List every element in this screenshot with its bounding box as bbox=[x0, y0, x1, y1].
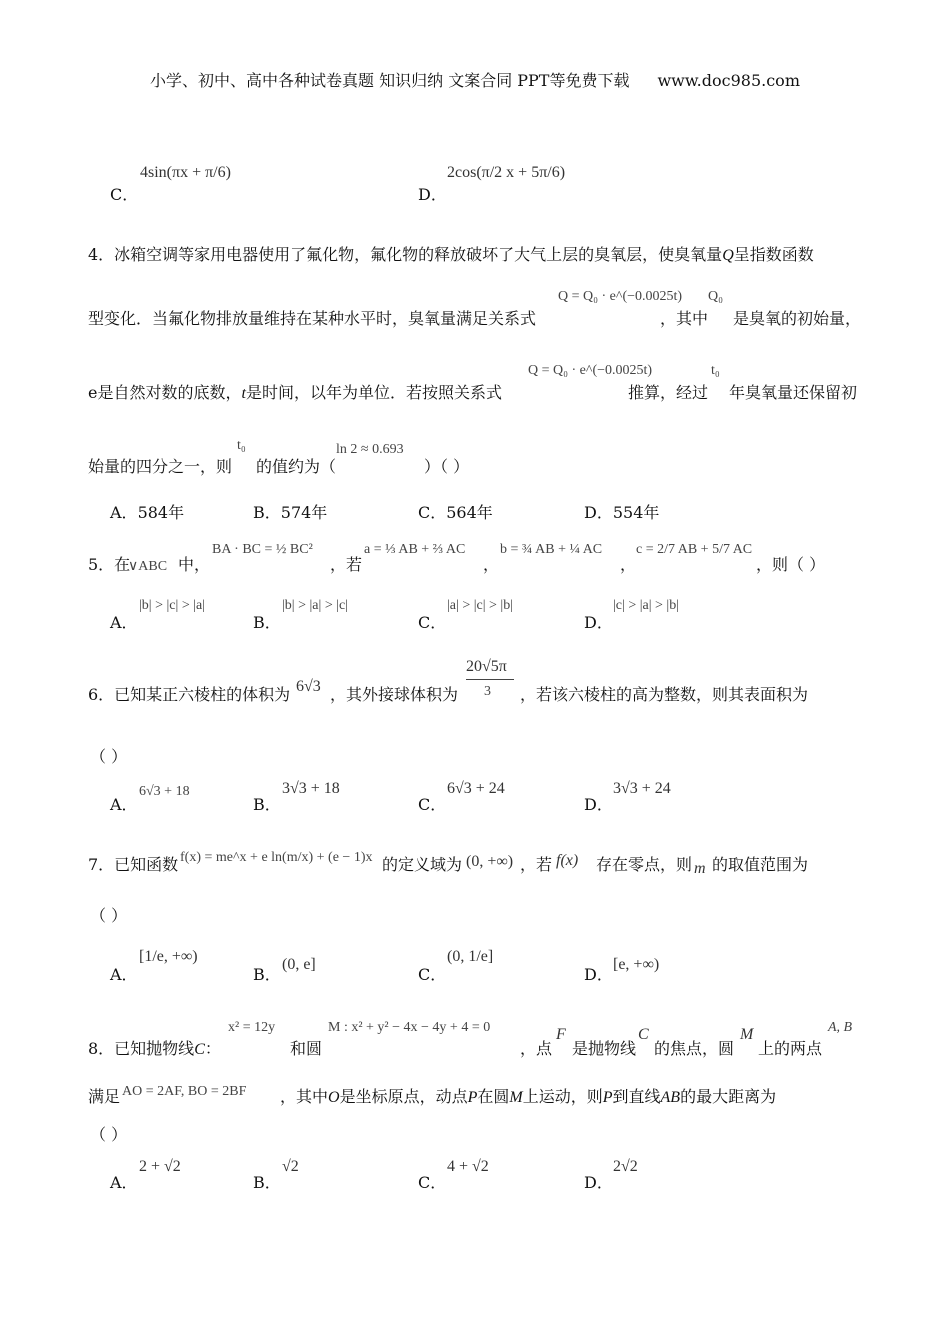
q7-option-a-text: [1/e, +∞) bbox=[139, 948, 198, 965]
q8-AB2: AB bbox=[660, 1089, 681, 1106]
q5-option-a-text: |b| > |c| > |a| bbox=[139, 598, 206, 613]
q4-line2-b bbox=[660, 306, 708, 329]
q5-vector-a: a = ⅓ AB + ⅔ AC bbox=[364, 542, 466, 557]
q7-function: f(x) = me^x + e ln(m/x) + (e − 1)x bbox=[180, 850, 373, 865]
q4-line4-c: ）（ ） bbox=[424, 457, 470, 476]
q6-option-a-label: A． bbox=[110, 795, 138, 814]
q6-option-a-text: 6√3 + 18 bbox=[139, 784, 190, 799]
q8-F: F bbox=[556, 1026, 566, 1043]
q5-option-c-text: |a| > |c| > |b| bbox=[447, 598, 514, 613]
q8-option-d-label: D． bbox=[584, 1173, 613, 1192]
q5-option-b-label: B． bbox=[253, 613, 281, 632]
q8-text-2b: ，其中 bbox=[280, 1087, 329, 1106]
q4-line3 bbox=[88, 380, 502, 403]
q4-formula-1: Q = Q₀ · e^(−0.0025t) bbox=[558, 289, 683, 304]
q4-line4-a: 始量的四分之一，则 bbox=[88, 457, 233, 476]
q6-text-c: ，若该六棱柱的高为整数，则其表面积为 bbox=[520, 685, 809, 704]
page-header bbox=[0, 68, 950, 91]
q8-option-c-text: 4 + √2 bbox=[447, 1158, 489, 1175]
q6-option-c-text: 6√3 + 24 bbox=[447, 780, 505, 797]
option-text: 564年 bbox=[446, 503, 493, 522]
q7-text-b: 的定义域为 bbox=[382, 855, 463, 874]
q6-option-c-label: C． bbox=[418, 795, 447, 814]
q7-option-b-text: (0, e] bbox=[282, 956, 316, 973]
q4-var-t: t bbox=[241, 385, 246, 402]
q8-M: M bbox=[740, 1026, 754, 1043]
q5-option-d-label: D． bbox=[584, 613, 613, 632]
q8-parabola: x² = 12y bbox=[228, 1020, 276, 1035]
option-label: D． bbox=[584, 503, 613, 522]
q8-option-b-text: √2 bbox=[282, 1158, 299, 1175]
q5-option-c-label: C． bbox=[418, 613, 447, 632]
q8-text-d: 是抛物线 bbox=[572, 1039, 637, 1058]
q4-line4-b: 的值约为（ bbox=[256, 457, 337, 476]
q6-fraction-bar bbox=[466, 679, 514, 680]
q7-m: m bbox=[694, 860, 706, 877]
q8-O: O bbox=[328, 1089, 340, 1106]
q8-text-c: ，点 bbox=[520, 1039, 553, 1058]
option-label: A． bbox=[110, 503, 138, 522]
q8-text-2f: 到直线 bbox=[612, 1087, 661, 1106]
q7-text-d: 存在零点，则 bbox=[596, 855, 693, 874]
q8-text-2e: 上运动，则 bbox=[522, 1087, 603, 1106]
q6-text-a: 6．已知某正六棱柱的体积为 bbox=[88, 685, 291, 704]
q5-formula-main: BA · BC = ½ BC² bbox=[212, 542, 313, 557]
q4-option-a bbox=[110, 500, 184, 523]
q5-prefix: 5．在 bbox=[88, 555, 131, 574]
q7-option-c-text: (0, 1/e] bbox=[447, 948, 494, 965]
q5-option-b-text: |b| > |a| > |c| bbox=[282, 598, 349, 613]
option-text: 574年 bbox=[280, 503, 328, 522]
q8-option-a-text: 2 + √2 bbox=[139, 1158, 181, 1175]
q8-condition: AO = 2AF, BO = 2BF bbox=[122, 1084, 247, 1099]
option-label: C． bbox=[418, 503, 447, 522]
q7-text-a: 7．已知函数 bbox=[88, 855, 179, 874]
q5-comma-1: ， bbox=[483, 555, 500, 574]
q8-text-b: 和圆 bbox=[290, 1039, 323, 1058]
q8-var-c: C bbox=[194, 1041, 205, 1058]
q7-paren: （ ） bbox=[90, 906, 128, 925]
q4-t0: t₀ bbox=[711, 363, 720, 378]
q5-if: ，若 bbox=[330, 555, 363, 574]
q5-vector-b: b = ¾ AB + ¼ AC bbox=[500, 542, 603, 557]
q8-text-a: 8．已知抛物线 bbox=[88, 1039, 195, 1058]
q7-option-a-label: A． bbox=[110, 965, 138, 984]
q4-text-1-end: 呈指数函数 bbox=[733, 245, 814, 264]
q4-option-c bbox=[418, 500, 493, 523]
q4-text-2a: 型变化．当氟化物排放量维持在某种水平时，臭氧量满足关系式 bbox=[88, 309, 537, 328]
q3-option-c-label: C． bbox=[110, 185, 139, 204]
q7-fx: f(x) bbox=[556, 852, 579, 869]
q4-formula-2: Q = Q₀ · e^(−0.0025t) bbox=[528, 363, 653, 378]
q8-paren: （ ） bbox=[90, 1125, 128, 1144]
q6-volume: 6√3 bbox=[296, 678, 321, 695]
q8-line2-a: 满足 bbox=[88, 1087, 121, 1106]
q4-text-3d: 年臭氧量还保留初 bbox=[729, 383, 858, 402]
q8-colon: ： bbox=[204, 1039, 221, 1058]
q4-line1 bbox=[88, 242, 814, 265]
q4-text-3a: e是自然对数的底数， bbox=[88, 383, 242, 402]
header-text: 小学、初中、高中各种试卷真题 知识归纳 文案合同 PPT等免费下载 bbox=[150, 71, 630, 90]
q5-mid: 中， bbox=[178, 555, 211, 574]
q6-option-d-text: 3√3 + 24 bbox=[613, 780, 671, 797]
q4-line2 bbox=[88, 306, 536, 329]
q5-comma-2: ， bbox=[620, 555, 637, 574]
q5-vector-c: c = 2/7 AB + 5/7 AC bbox=[636, 542, 753, 557]
option-text: 554年 bbox=[612, 503, 660, 522]
q4-line2-c: 是臭氧的初始量， bbox=[733, 309, 862, 328]
q6-option-b-text: 3√3 + 18 bbox=[282, 780, 340, 797]
q8-P: P bbox=[467, 1089, 478, 1106]
q4-text-1: 4．冰箱空调等家用电器使用了氟化物，氟化物的释放破坏了大气上层的臭氧层，使臭氧量 bbox=[88, 245, 723, 264]
q7-option-d-label: D． bbox=[584, 965, 613, 984]
q8-text-2c: 是坐标原点，动点 bbox=[339, 1087, 468, 1106]
q7-domain: (0, +∞) bbox=[466, 853, 514, 870]
q4-t0-2: t₀ bbox=[237, 438, 246, 453]
q8-M2: M bbox=[509, 1089, 523, 1106]
q4-option-d bbox=[584, 500, 659, 523]
q6-option-d-label: D． bbox=[584, 795, 613, 814]
q8-option-c-label: C． bbox=[418, 1173, 447, 1192]
q6-paren: （ ） bbox=[90, 747, 128, 766]
q8-P2: P bbox=[602, 1089, 613, 1106]
q8-circle: M : x² + y² − 4x − 4y + 4 = 0 bbox=[328, 1020, 491, 1035]
q5-tail: ，则（ ） bbox=[756, 555, 826, 574]
q3-option-d-label: D． bbox=[418, 185, 447, 204]
header-url[interactable]: www.doc985.com bbox=[657, 71, 800, 90]
q7-option-c-label: C． bbox=[418, 965, 447, 984]
q4-text-3b: 是时间，以年为单位．若按照关系式 bbox=[245, 383, 502, 402]
q8-text-f: 上的两点 bbox=[758, 1039, 823, 1058]
q7-text-c: ，若 bbox=[520, 855, 553, 874]
q4-q0: Q₀ bbox=[708, 289, 723, 304]
q6-text-b: ，其外接球体积为 bbox=[330, 685, 459, 704]
q4-ln2: ln 2 ≈ 0.693 bbox=[336, 442, 404, 457]
q5-option-d-text: |c| > |a| > |b| bbox=[613, 598, 680, 613]
q8-text-2g: 的最大距离为 bbox=[680, 1087, 777, 1106]
q8-text-2d: 在圆 bbox=[477, 1087, 510, 1106]
option-text: 584年 bbox=[137, 503, 185, 522]
q8-AB: A, B bbox=[828, 1020, 853, 1035]
q8-option-d-text: 2√2 bbox=[613, 1158, 638, 1175]
q6-option-b-label: B． bbox=[253, 795, 281, 814]
q4-var-q: Q bbox=[722, 247, 734, 264]
q8-line2 bbox=[280, 1084, 776, 1107]
q8-C: C bbox=[638, 1026, 649, 1043]
q4-text-3c: 推算，经过 bbox=[628, 383, 709, 402]
q7-option-d-text: [e, +∞) bbox=[613, 956, 660, 973]
q8-line1-a bbox=[88, 1036, 221, 1059]
q3-option-c-formula: 4sin(πx + π/6) bbox=[140, 164, 231, 181]
q5-triangle: ∨ABC bbox=[128, 559, 168, 574]
q8-option-a-label: A． bbox=[110, 1173, 138, 1192]
q4-option-b bbox=[253, 500, 327, 523]
q3-option-d-formula: 2cos(π/2 x + 5π/6) bbox=[447, 164, 566, 181]
q6-ball-numerator: 20√5π bbox=[466, 658, 507, 675]
q8-text-e: 的焦点，圆 bbox=[654, 1039, 735, 1058]
q7-text-e: 的取值范围为 bbox=[712, 855, 809, 874]
q6-ball-denominator: 3 bbox=[484, 684, 491, 699]
q8-option-b-label: B． bbox=[253, 1173, 281, 1192]
q5-option-a-label: A． bbox=[110, 613, 138, 632]
option-label: B． bbox=[253, 503, 281, 522]
q4-text-2b: ，其中 bbox=[660, 309, 709, 328]
q7-option-b-label: B． bbox=[253, 965, 281, 984]
